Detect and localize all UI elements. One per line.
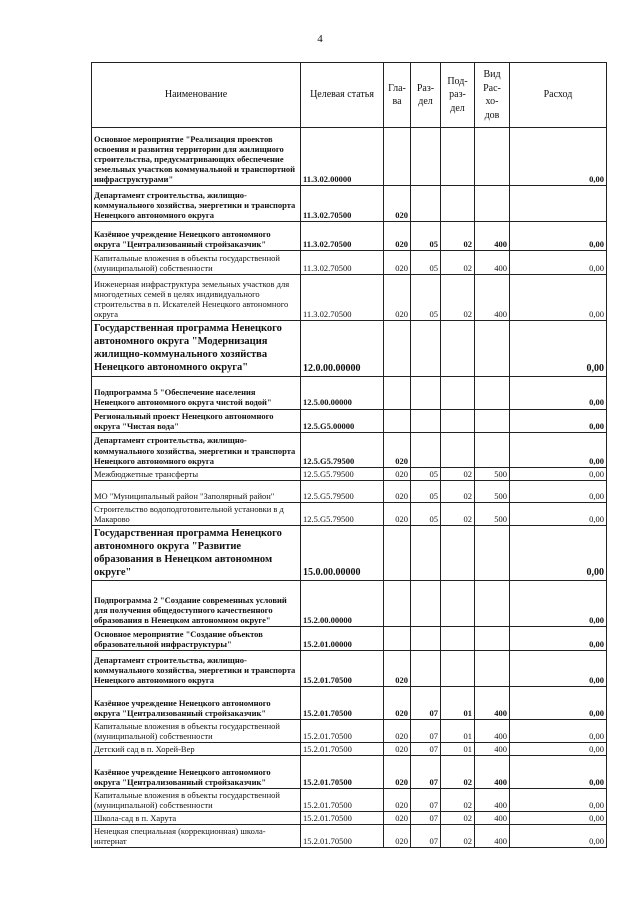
row-name: Детский сад в п. Хорей-Вер [92, 743, 301, 756]
row-chapter [384, 581, 411, 627]
row-subsection: 02 [441, 251, 475, 275]
row-amount: 0,00 [510, 480, 607, 502]
row-chapter: 020 [384, 789, 411, 812]
row-section: 05 [411, 275, 441, 321]
row-subsection: 02 [441, 756, 475, 789]
row-chapter: 020 [384, 825, 411, 848]
row-target: 15.2.01.70500 [301, 687, 384, 720]
row-target: 15.2.01.70500 [301, 756, 384, 789]
row-subsection [441, 525, 475, 581]
page-number: 4 [317, 33, 323, 45]
row-target: 12.0.00.00000 [301, 321, 384, 377]
row-section [411, 409, 441, 432]
row-expense-type [475, 186, 510, 222]
row-name: Департамент строительства, жилищно-коммунального хозяйства, энергетики и транспорта Ненецкого автономного округа [92, 432, 301, 467]
row-subsection: 02 [441, 467, 475, 480]
row-amount: 0,00 [510, 825, 607, 848]
row-expense-type: 400 [475, 812, 510, 825]
row-chapter: 020 [384, 480, 411, 502]
row-amount: 0,00 [510, 687, 607, 720]
row-section: 07 [411, 825, 441, 848]
row-chapter: 020 [384, 186, 411, 222]
header-name: Наименование [92, 63, 301, 128]
row-expense-type [475, 432, 510, 467]
table-row [92, 409, 607, 432]
header-section: Раз- дел [411, 63, 441, 128]
row-name: Школа-сад в п. Харута [92, 812, 301, 825]
row-subsection: 01 [441, 687, 475, 720]
row-name: Департамент строительства, жилищно-коммунального хозяйства, энергетики и транспорта Ненецкого автономного округа [92, 651, 301, 687]
row-name: Казённое учреждение Ненецкого автономного округа "Централизованный стройзаказчик" [92, 756, 301, 789]
row-chapter [384, 409, 411, 432]
row-subsection: 02 [441, 275, 475, 321]
row-section [411, 627, 441, 651]
row-section [411, 186, 441, 222]
row-amount: 0,00 [510, 502, 607, 525]
row-chapter [384, 128, 411, 186]
row-chapter: 020 [384, 222, 411, 251]
row-chapter: 020 [384, 502, 411, 525]
row-name: Казённое учреждение Ненецкого автономного округа "Централизованный стройзаказчик" [92, 687, 301, 720]
header-chapter: Гла- ва [384, 63, 411, 128]
row-expense-type [475, 525, 510, 581]
row-section: 05 [411, 222, 441, 251]
row-section: 07 [411, 789, 441, 812]
row-subsection [441, 321, 475, 377]
row-section: 07 [411, 743, 441, 756]
row-section: 07 [411, 720, 441, 743]
header-expense-type: Вид Рас- хо- дов [475, 63, 510, 128]
row-name: Казённое учреждение Ненецкого автономного округа "Централизованный стройзаказчик" [92, 222, 301, 251]
row-amount: 0,00 [510, 432, 607, 467]
row-chapter [384, 321, 411, 377]
row-subsection [441, 627, 475, 651]
row-expense-type [475, 376, 510, 409]
row-chapter: 020 [384, 812, 411, 825]
table-row [92, 376, 607, 409]
row-expense-type [475, 128, 510, 186]
table-row [92, 251, 607, 275]
table-row [92, 825, 607, 848]
row-amount: 0,00 [510, 321, 607, 377]
row-subsection: 02 [441, 789, 475, 812]
row-amount: 0,00 [510, 812, 607, 825]
row-chapter [384, 627, 411, 651]
table-row [92, 275, 607, 321]
row-chapter: 020 [384, 756, 411, 789]
table-row [92, 756, 607, 789]
row-section: 05 [411, 480, 441, 502]
row-expense-type: 400 [475, 222, 510, 251]
row-subsection [441, 432, 475, 467]
row-amount: 0,00 [510, 409, 607, 432]
row-name: Ненецкая специальная (коррекционная) школа-интернат [92, 825, 301, 848]
row-amount: 0,00 [510, 756, 607, 789]
row-chapter: 020 [384, 743, 411, 756]
row-chapter: 020 [384, 251, 411, 275]
row-section [411, 376, 441, 409]
row-amount: 0,00 [510, 128, 607, 186]
row-amount: 0,00 [510, 789, 607, 812]
row-target: 12.5.G5.79500 [301, 502, 384, 525]
header-subsection: Под- раз- дел [441, 63, 475, 128]
row-expense-type [475, 581, 510, 627]
table-row [92, 525, 607, 581]
row-section [411, 321, 441, 377]
table-row [92, 502, 607, 525]
row-expense-type: 400 [475, 687, 510, 720]
row-amount: 0,00 [510, 627, 607, 651]
row-name: Департамент строительства, жилищно-коммунального хозяйства, энергетики и транспорта Ненецкого автономного округа [92, 186, 301, 222]
row-name: Подпрограмма 5 "Обеспечение населения Ненецкого автономного округа чистой водой" [92, 376, 301, 409]
row-target: 15.2.00.00000 [301, 581, 384, 627]
row-target: 15.2.01.70500 [301, 743, 384, 756]
row-section: 05 [411, 502, 441, 525]
row-target: 12.5.G5.79500 [301, 432, 384, 467]
row-expense-type: 400 [475, 789, 510, 812]
row-section [411, 525, 441, 581]
header-amount: Расход [510, 63, 607, 128]
row-amount: 0,00 [510, 376, 607, 409]
row-subsection [441, 376, 475, 409]
table-row [92, 651, 607, 687]
row-name: Государственная программа Ненецкого автономного округа "Развитие образования в Ненецком автономном округе" [92, 525, 301, 581]
row-expense-type: 400 [475, 756, 510, 789]
row-section: 07 [411, 812, 441, 825]
row-chapter: 020 [384, 275, 411, 321]
row-subsection: 02 [441, 502, 475, 525]
table-row [92, 467, 607, 480]
table-row [92, 128, 607, 186]
table-row [92, 222, 607, 251]
table-row [92, 432, 607, 467]
row-chapter: 020 [384, 432, 411, 467]
row-subsection: 01 [441, 743, 475, 756]
row-expense-type [475, 409, 510, 432]
row-target: 15.2.01.70500 [301, 825, 384, 848]
table-row [92, 627, 607, 651]
row-amount: 0,00 [510, 251, 607, 275]
row-target: 11.3.02.70500 [301, 186, 384, 222]
row-target: 11.3.02.70500 [301, 275, 384, 321]
row-target: 12.5.00.00000 [301, 376, 384, 409]
row-amount: 0,00 [510, 720, 607, 743]
row-chapter: 020 [384, 720, 411, 743]
row-section: 07 [411, 687, 441, 720]
row-section: 05 [411, 251, 441, 275]
header-row [92, 63, 607, 128]
row-expense-type: 500 [475, 467, 510, 480]
row-chapter [384, 376, 411, 409]
row-target: 15.2.01.70500 [301, 651, 384, 687]
row-expense-type: 400 [475, 275, 510, 321]
budget-table [91, 62, 607, 848]
row-target: 12.5.G5.79500 [301, 467, 384, 480]
table-row [92, 480, 607, 502]
row-section [411, 581, 441, 627]
row-expense-type [475, 321, 510, 377]
row-expense-type: 400 [475, 825, 510, 848]
row-target: 12.5.G5.00000 [301, 409, 384, 432]
row-target: 11.3.02.00000 [301, 128, 384, 186]
row-subsection [441, 186, 475, 222]
row-name: Капитальные вложения в объекты государственной (муниципальной) собственности [92, 789, 301, 812]
header-target: Целевая статья [301, 63, 384, 128]
row-expense-type [475, 627, 510, 651]
row-chapter [384, 525, 411, 581]
row-amount: 0,00 [510, 743, 607, 756]
row-expense-type [475, 651, 510, 687]
row-subsection: 01 [441, 720, 475, 743]
row-name: МО "Муниципальный район "Заполярный район" [92, 480, 301, 502]
row-name: Инженерная инфраструктура земельных участков для многодетных семей в целях индивидуального строительства в п. Искателей Ненецкого автономного округа [92, 275, 301, 321]
row-amount: 0,00 [510, 581, 607, 627]
row-amount: 0,00 [510, 525, 607, 581]
row-section: 05 [411, 467, 441, 480]
row-amount: 0,00 [510, 222, 607, 251]
row-name: Подпрограмма 2 "Создание современных условий для получения общедоступного качественного образования в Ненецком автономном округе" [92, 581, 301, 627]
row-expense-type: 400 [475, 720, 510, 743]
row-subsection: 02 [441, 825, 475, 848]
row-section [411, 432, 441, 467]
table-row [92, 812, 607, 825]
row-section [411, 128, 441, 186]
row-chapter: 020 [384, 467, 411, 480]
row-amount: 0,00 [510, 467, 607, 480]
row-section: 07 [411, 756, 441, 789]
row-name: Капитальные вложения в объекты государственной (муниципальной) собственности [92, 251, 301, 275]
row-subsection [441, 581, 475, 627]
row-subsection: 02 [441, 812, 475, 825]
row-amount: 0,00 [510, 275, 607, 321]
row-chapter: 020 [384, 651, 411, 687]
row-name: Государственная программа Ненецкого автономного округа "Модернизация жилищно-коммунального хозяйства Ненецкого автономного округа" [92, 321, 301, 377]
row-target: 12.5.G5.79500 [301, 480, 384, 502]
row-name: Основное мероприятие "Реализация проектов освоения и развития территории для жилищного строительства, предусматривающих обеспечение земельных участков коммунальной и транспортной инфраструктурами" [92, 128, 301, 186]
row-target: 15.2.01.70500 [301, 720, 384, 743]
row-expense-type: 500 [475, 480, 510, 502]
row-section [411, 651, 441, 687]
row-expense-type: 400 [475, 251, 510, 275]
table-row [92, 581, 607, 627]
table-row [92, 720, 607, 743]
row-subsection: 02 [441, 222, 475, 251]
table-row [92, 743, 607, 756]
row-amount: 0,00 [510, 651, 607, 687]
row-subsection [441, 128, 475, 186]
table-row [92, 321, 607, 377]
row-name: Капитальные вложения в объекты государственной (муниципальной) собственности [92, 720, 301, 743]
row-target: 15.2.01.70500 [301, 789, 384, 812]
row-expense-type: 400 [475, 743, 510, 756]
row-subsection [441, 409, 475, 432]
row-chapter: 020 [384, 687, 411, 720]
row-name: Региональный проект Ненецкого автономного округа "Чистая вода" [92, 409, 301, 432]
row-expense-type: 500 [475, 502, 510, 525]
row-target: 15.2.01.00000 [301, 627, 384, 651]
row-target: 15.2.01.70500 [301, 812, 384, 825]
row-subsection: 02 [441, 480, 475, 502]
row-target: 11.3.02.70500 [301, 222, 384, 251]
row-name: Основное мероприятие "Создание объектов образовательной инфраструктуры" [92, 627, 301, 651]
row-subsection [441, 651, 475, 687]
row-amount [510, 186, 607, 222]
row-name: Межбюджетные трансферты [92, 467, 301, 480]
row-name: Строительство водоподготовительной установки в д Макарово [92, 502, 301, 525]
row-target: 11.3.02.70500 [301, 251, 384, 275]
row-target: 15.0.00.00000 [301, 525, 384, 581]
table-row [92, 186, 607, 222]
table-row [92, 687, 607, 720]
table-row [92, 789, 607, 812]
